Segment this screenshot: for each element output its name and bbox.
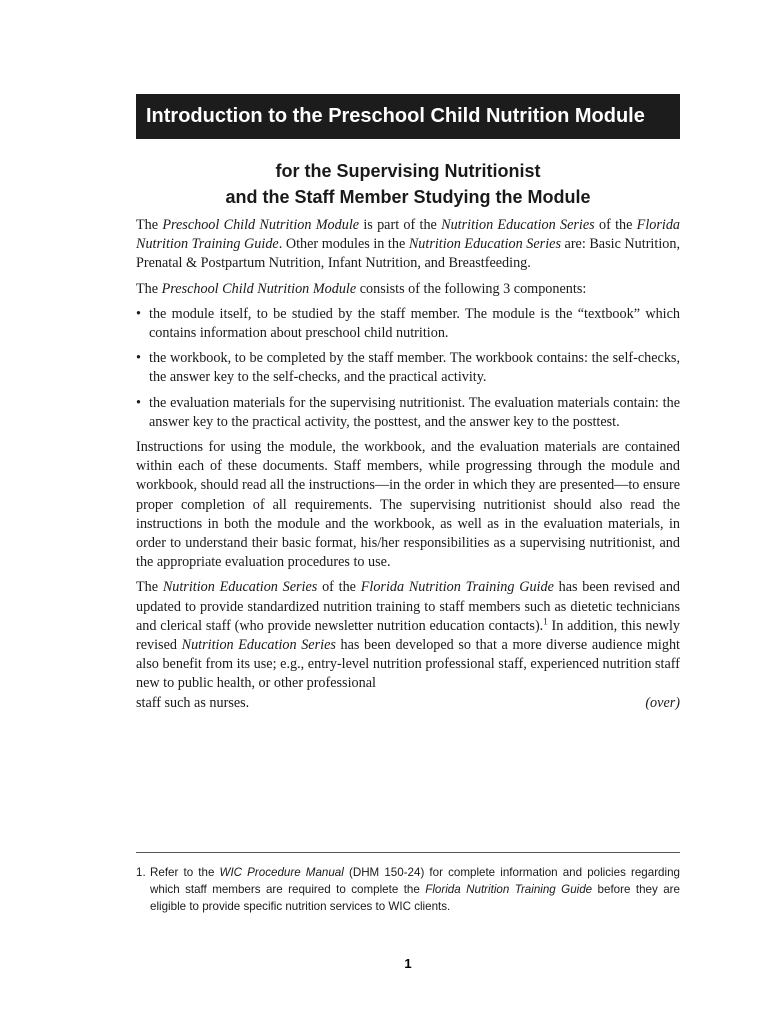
list-item: • the evaluation materials for the supervising nutritionist. The evaluation materials contain: the answer key to the practical activity, the posttest, and the answer key to the posttest. xyxy=(136,394,680,432)
page-number: 1 xyxy=(404,956,412,971)
text-run: has been developed so that a more diverse audience might also benefit from its use; e.g., entry-level nutrition professional staff, experienced nutrition staff new to public health, or other professional xyxy=(136,637,680,692)
text-run: has been revised and updated to provide standardized nutrition training to staff members such as dietetic technicians and clerical staff (who provide newsletter nutrition education contacts). xyxy=(136,579,681,634)
list-item: • the workbook, to be completed by the staff member. The workbook contains: the self-checks, the answer key to the self-checks, and the practical activity. xyxy=(136,349,680,387)
italic-run: Nutrition Education Series xyxy=(408,236,561,253)
text-run: (DHM 150-24) for complete information and policies regarding which staff members are required to complete the xyxy=(150,866,680,896)
over-note: (over) xyxy=(645,694,680,711)
footnote-divider xyxy=(136,852,680,853)
instructions-paragraph: Instructions for using the module, the workbook, and the evaluation materials are contained within each of these documents. Staff members, while progressing through the module and workbook, should read all the instructions—in the order in which they are presented—to ensure proper completion of all requirements. The supervising nutritionist should also read the instructions in both the module and the workbook, as well as in the evaluation materials, in order to understand their basic format, his/her responsibilities as a supervising nutritionist, and the appropriate evaluation procedures to use. xyxy=(136,439,680,571)
title-banner xyxy=(136,94,680,139)
italic-run: Preschool Child Nutrition Module xyxy=(161,280,357,297)
list-item: • the module itself, to be studied by the staff member. The module is the “textbook” which contains information about preschool child nutrition. xyxy=(136,305,680,343)
text-run: Refer to the xyxy=(150,866,220,879)
revision-paragraph xyxy=(136,578,680,693)
subtitle-line-2: and the Staff Member Studying the Module xyxy=(225,187,591,207)
italic-run: Florida Nutrition Training Guide xyxy=(360,579,554,596)
revision-last-line xyxy=(136,694,680,713)
italic-run: Florida Nutrition Training Guide xyxy=(136,217,681,253)
components-list xyxy=(136,305,680,432)
footnote-text xyxy=(150,864,680,915)
footnote xyxy=(136,864,680,915)
text-run: is part of the xyxy=(359,217,442,233)
page-title: Introduction to the Preschool Child Nutrition Module xyxy=(146,105,645,127)
text-run: . Other modules in the xyxy=(278,236,409,253)
intro-paragraph xyxy=(136,216,680,274)
subtitle-line-1: for the Supervising Nutritionist xyxy=(275,161,541,181)
text-run: The xyxy=(136,217,163,233)
text-run: In addition, this newly revised xyxy=(136,617,680,654)
text-run: The xyxy=(136,280,162,297)
text-run: are: Basic Nutrition, Prenatal & Postpartum Nutrition, Infant Nutrition, and Breastfeeding. xyxy=(136,236,680,272)
footnote-marker: 1 xyxy=(543,616,548,627)
footnote-number: 1. xyxy=(136,866,146,879)
italic-run: Nutrition Education Series xyxy=(162,579,318,596)
italic-run: Florida Nutrition Training Guide xyxy=(425,883,593,896)
italic-run: Preschool Child Nutrition Module xyxy=(162,217,360,233)
body-text xyxy=(136,216,680,713)
italic-run: Nutrition Education Series xyxy=(441,217,595,233)
components-intro-paragraph xyxy=(136,280,680,299)
subtitle xyxy=(136,158,680,210)
text-run: before they are eligible to provide specific nutrition services to WIC clients. xyxy=(150,883,680,913)
text-run: of the xyxy=(594,217,637,233)
italic-run: Nutrition Education Series xyxy=(181,637,336,654)
text-run: The xyxy=(136,579,163,596)
italic-run: WIC Procedure Manual xyxy=(219,866,344,879)
text-run: staff such as nurses. xyxy=(136,694,250,711)
text-run: consists of the following 3 components: xyxy=(356,280,587,297)
text-run: of the xyxy=(317,579,361,596)
